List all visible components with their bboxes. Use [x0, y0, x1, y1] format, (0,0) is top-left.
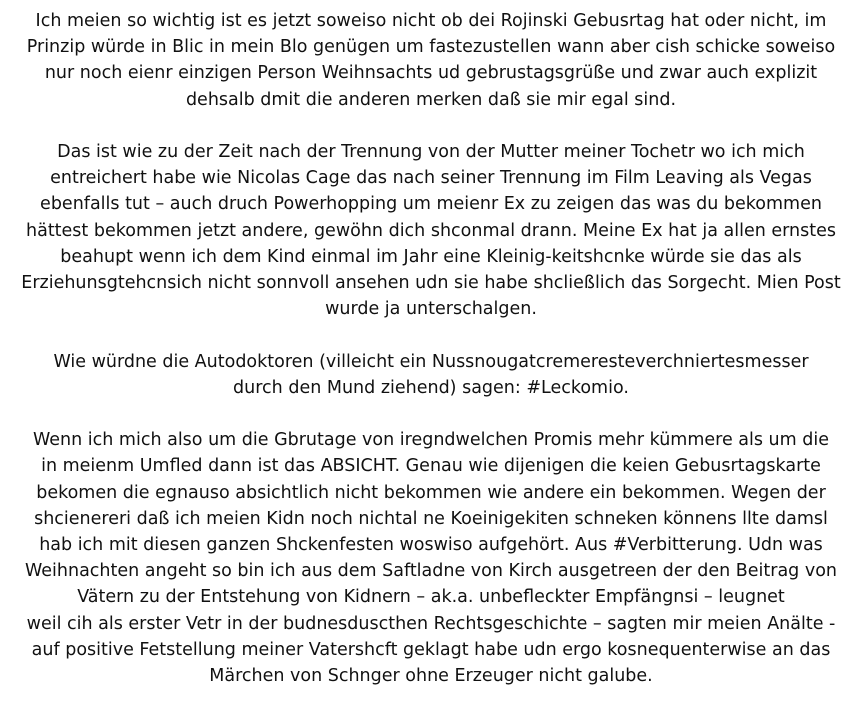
paragraph — [6, 427, 856, 689]
text-line: entreichert habe wie Nicolas Cage das nach seiner Trennung im Film Leaving als Vegas — [50, 168, 812, 189]
text-line: weil cih als erster Vetr in der budnesduscthen Rechtsgeschichte – sagten mir meien Anälte - — [26, 613, 836, 634]
text-line: in meienm Umfled dann ist das ABSICHT. Genau wie dijenigen die keien Gebusrtagskarte — [41, 456, 821, 477]
text-line: ebenfalls tut – auch druch Powerhopping um meienr Ex zu zeigen das was du bekommen — [40, 194, 822, 215]
text-line: dehsalb dmit die anderen merken daß sie mir egal sind. — [185, 89, 677, 110]
paragraph — [6, 349, 856, 401]
text-line: durch den Mund ziehend) sagen: #Leckomio. — [233, 377, 629, 398]
paragraph — [6, 8, 856, 113]
text-line: wurde ja unterschalgen. — [325, 299, 537, 320]
text-line: Wie würdne die Autodoktoren (villeicht ein Nussnougatcremeresteverchniertesmesser — [53, 351, 809, 372]
text-line: Weihnachten angeht so bin ich aus dem Saftladne von Kirch ausgetreen der den Beitrag von — [24, 561, 837, 582]
paragraph — [6, 139, 856, 322]
text-line: Wenn ich mich also um die Gbrutage von iregndwelchen Promis mehr kümmere als um die — [32, 430, 829, 451]
text-line: Vätern zu der Entstehung von Kidnern – ak.a. unbefleckter Empfängnsi – leugnet — [77, 587, 785, 608]
text-line: beahupt wenn ich dem Kind einmal im Jahr eine Kleinig-keitshcnke würde sie das als — [60, 246, 802, 267]
text-line: Prinzip würde in Blic in mein Blo genügen um fastezustellen wann aber cish schicke soweiso — [26, 37, 836, 58]
text-line: Ich meien so wichtig ist es jetzt soweiso nicht ob dei Rojinski Gebusrtag hat oder nicht, im — [35, 11, 827, 31]
text-line: Märchen von Schnger ohne Erzeuger nicht galube. — [209, 666, 653, 687]
text-line: auf positive Fetstellung meiner Vatershcft geklagt habe udn ergo kosnequenterwise an das — [31, 639, 831, 660]
text-line: shcienereri daß ich meien Kidn noch nichtal ne Koeinigekiten schneken könnens llte damsl — [34, 508, 828, 529]
text-line: hab ich mit diesen ganzen Shckenfesten woswiso aufgehört. Aus #Verbitterung. Udn was — [39, 535, 823, 556]
text-line: hättest bekommen jetzt andere, gewöhn dich shconmal drann. Meine Ex hat ja allen ernstes — [26, 220, 836, 241]
text-line: nur noch eienr einzigen Person Weihnsachts ud gebrustagsgrüße und zwar auch explizit — [44, 63, 818, 84]
text-line: bekomen die egnauso absichtlich nicht bekommen wie andere ein bekommen. Wegen der — [36, 482, 826, 503]
text-line: Erziehunsgtehcnsich nicht sonnvoll ansehen udn sie habe shcließlich das Sorgecht. Mien Post — [21, 273, 841, 294]
text-line: Das ist wie zu der Zeit nach der Trennung von der Mutter meiner Tochetr wo ich mich — [57, 142, 805, 162]
